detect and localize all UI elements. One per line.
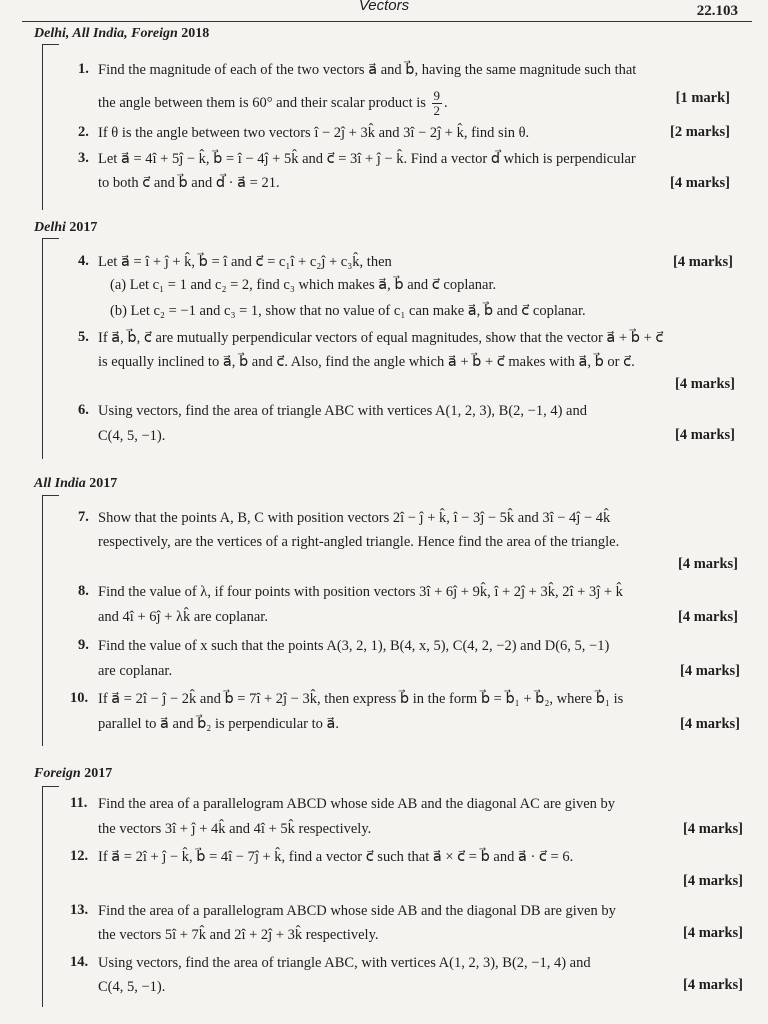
question-text: is equally inclined to a⃗, b⃗ and c⃗. Also, find the angle which a⃗ + b⃗ + c⃗ makes with a⃗, b⃗ or c⃗. (98, 354, 635, 370)
marks-label: [4 marks] (679, 716, 740, 732)
section-heading: Delhi 2017 (34, 220, 98, 235)
question-text: parallel to a⃗ and b⃗₂ is perpendicular to a⃗. (98, 716, 339, 732)
question-text: Using vectors, find the area of triangle ABC, with vertices A(1, 2, 3), B(2, −1, 4) and (98, 955, 591, 971)
header-rule (22, 21, 752, 22)
marks-label: [1 mark] (675, 90, 730, 106)
question-text: Using vectors, find the area of triangle ABC with vertices A(1, 2, 3), B(2, −1, 4) and (98, 403, 587, 419)
marks-label: [4 marks] (672, 254, 733, 270)
question-subpart: (a) Let c₁ = 1 and c₂ = 2, find c₃ which makes a⃗, b⃗ and c⃗ coplanar. (110, 277, 497, 293)
section-heading: All India 2017 (34, 476, 118, 491)
marks-label: [4 marks] (679, 663, 740, 679)
section-bracket (42, 238, 59, 459)
marks-label: [4 marks] (677, 609, 738, 625)
question-number: 3. (78, 150, 89, 166)
question-text: Show that the points A, B, C with position vectors 2î − ĵ + k̂, î − 3ĵ − 5k̂ and 3î − 4ĵ − 4k̂ (98, 510, 611, 526)
section-bracket (42, 495, 59, 746)
marks-label: [4 marks] (674, 427, 735, 443)
question-text: the vectors 5î + 7k̂ and 2î + 2ĵ + 3k̂ respectively. (98, 927, 379, 943)
marks-label: [4 marks] (682, 977, 743, 993)
marks-label: [2 marks] (669, 124, 730, 140)
question-text: Let a⃗ = î + ĵ + k̂, b⃗ = î and c⃗ = c₁î + c₂ĵ + c₃k̂, then (98, 254, 392, 270)
question-text: and 4î + 6ĵ + λk̂ are coplanar. (98, 609, 268, 625)
question-text: If θ is the angle between two vectors î − 2ĵ + 3k̂ and 3î − 2ĵ + k̂, find sin θ. (98, 125, 530, 141)
question-text: Find the area of a parallelogram ABCD whose side AB and the diagonal AC are given by (98, 796, 616, 812)
question-number: 8. (78, 583, 89, 599)
question-number: 14. (70, 954, 89, 970)
question-number: 11. (70, 795, 88, 811)
section-bracket (42, 786, 59, 1007)
question-number: 1. (78, 61, 89, 77)
question-text: Find the value of λ, if four points with position vectors 3î + 6ĵ + 9k̂, î + 2ĵ + 3k̂, 2î + 3ĵ + k̂ (98, 584, 623, 600)
section-heading: Foreign 2017 (34, 766, 113, 781)
marks-label: [4 marks] (682, 925, 743, 941)
question-number: 13. (70, 902, 89, 918)
question-text: respectively, are the vertices of a right-angled triangle. Hence find the area of the triangle. (98, 534, 620, 550)
question-number: 4. (78, 253, 89, 269)
question-text: Find the area of a parallelogram ABCD whose side AB and the diagonal DB are given by (98, 903, 616, 919)
marks-label: [4 marks] (674, 376, 735, 392)
question-number: 10. (70, 690, 89, 706)
question-text: C(4, 5, −1). (98, 428, 166, 444)
question-number: 5. (78, 329, 89, 345)
running-title: Vectors (358, 0, 410, 14)
question-text: the angle between them is 60° and their scalar product is $\frac{9}{2}$ . (98, 88, 448, 118)
marks-label: [4 marks] (677, 556, 738, 572)
page-number: 22.103 (696, 3, 738, 19)
question-text: C(4, 5, −1). (98, 979, 166, 995)
question-text: Find the magnitude of each of the two vectors a⃗ and b⃗, having the same magnitude such that (98, 62, 637, 78)
question-number: 6. (78, 402, 89, 418)
question-text: to both c⃗ and b⃗ and d⃗ · a⃗ = 21. (98, 175, 280, 191)
question-text: If a⃗ = 2î − ĵ − 2k̂ and b⃗ = 7î + 2ĵ − 3k̂, then express b⃗ in the form b⃗ = b⃗₁ + b⃗₂, where b⃗₁ is (98, 691, 624, 707)
section-heading: Delhi, All India, Foreign 2018 (34, 26, 210, 41)
question-number: 9. (78, 637, 89, 653)
question-text: Let a⃗ = 4î + 5ĵ − k̂, b⃗ = î − 4ĵ + 5k̂ and c⃗ = 3î + ĵ − k̂. Find a vector d⃗ which is perpendicular (98, 151, 636, 167)
question-number: 2. (78, 124, 89, 140)
question-number: 12. (70, 848, 89, 864)
question-text: Find the value of x such that the points A(3, 2, 1), B(4, x, 5), C(4, 2, −2) and D(6, 5, −1) (98, 638, 610, 654)
section-bracket (42, 44, 59, 210)
marks-label: [4 marks] (682, 821, 743, 837)
question-text: the vectors 3î + ĵ + 4k̂ and 4î + 5k̂ respectively. (98, 821, 372, 837)
marks-label: [4 marks] (669, 175, 730, 191)
marks-label: [4 marks] (682, 873, 743, 889)
question-text: If a⃗ = 2î + ĵ − k̂, b⃗ = 4î − 7ĵ + k̂, find a vector c⃗ such that a⃗ × c⃗ = b⃗ and a⃗ · c⃗ = 6. (98, 849, 574, 865)
question-text: are coplanar. (98, 663, 173, 679)
fraction: $\frac{9}{2}$ (433, 88, 441, 118)
question-text: If a⃗, b⃗, c⃗ are mutually perpendicular vectors of equal magnitudes, show that the vector a⃗ + b⃗ + c⃗ (98, 330, 664, 346)
question-subpart: (b) Let c₂ = −1 and c₃ = 1, show that no value of c₁ can make a⃗, b⃗ and c⃗ coplanar. (110, 303, 586, 319)
question-number: 7. (78, 509, 89, 525)
